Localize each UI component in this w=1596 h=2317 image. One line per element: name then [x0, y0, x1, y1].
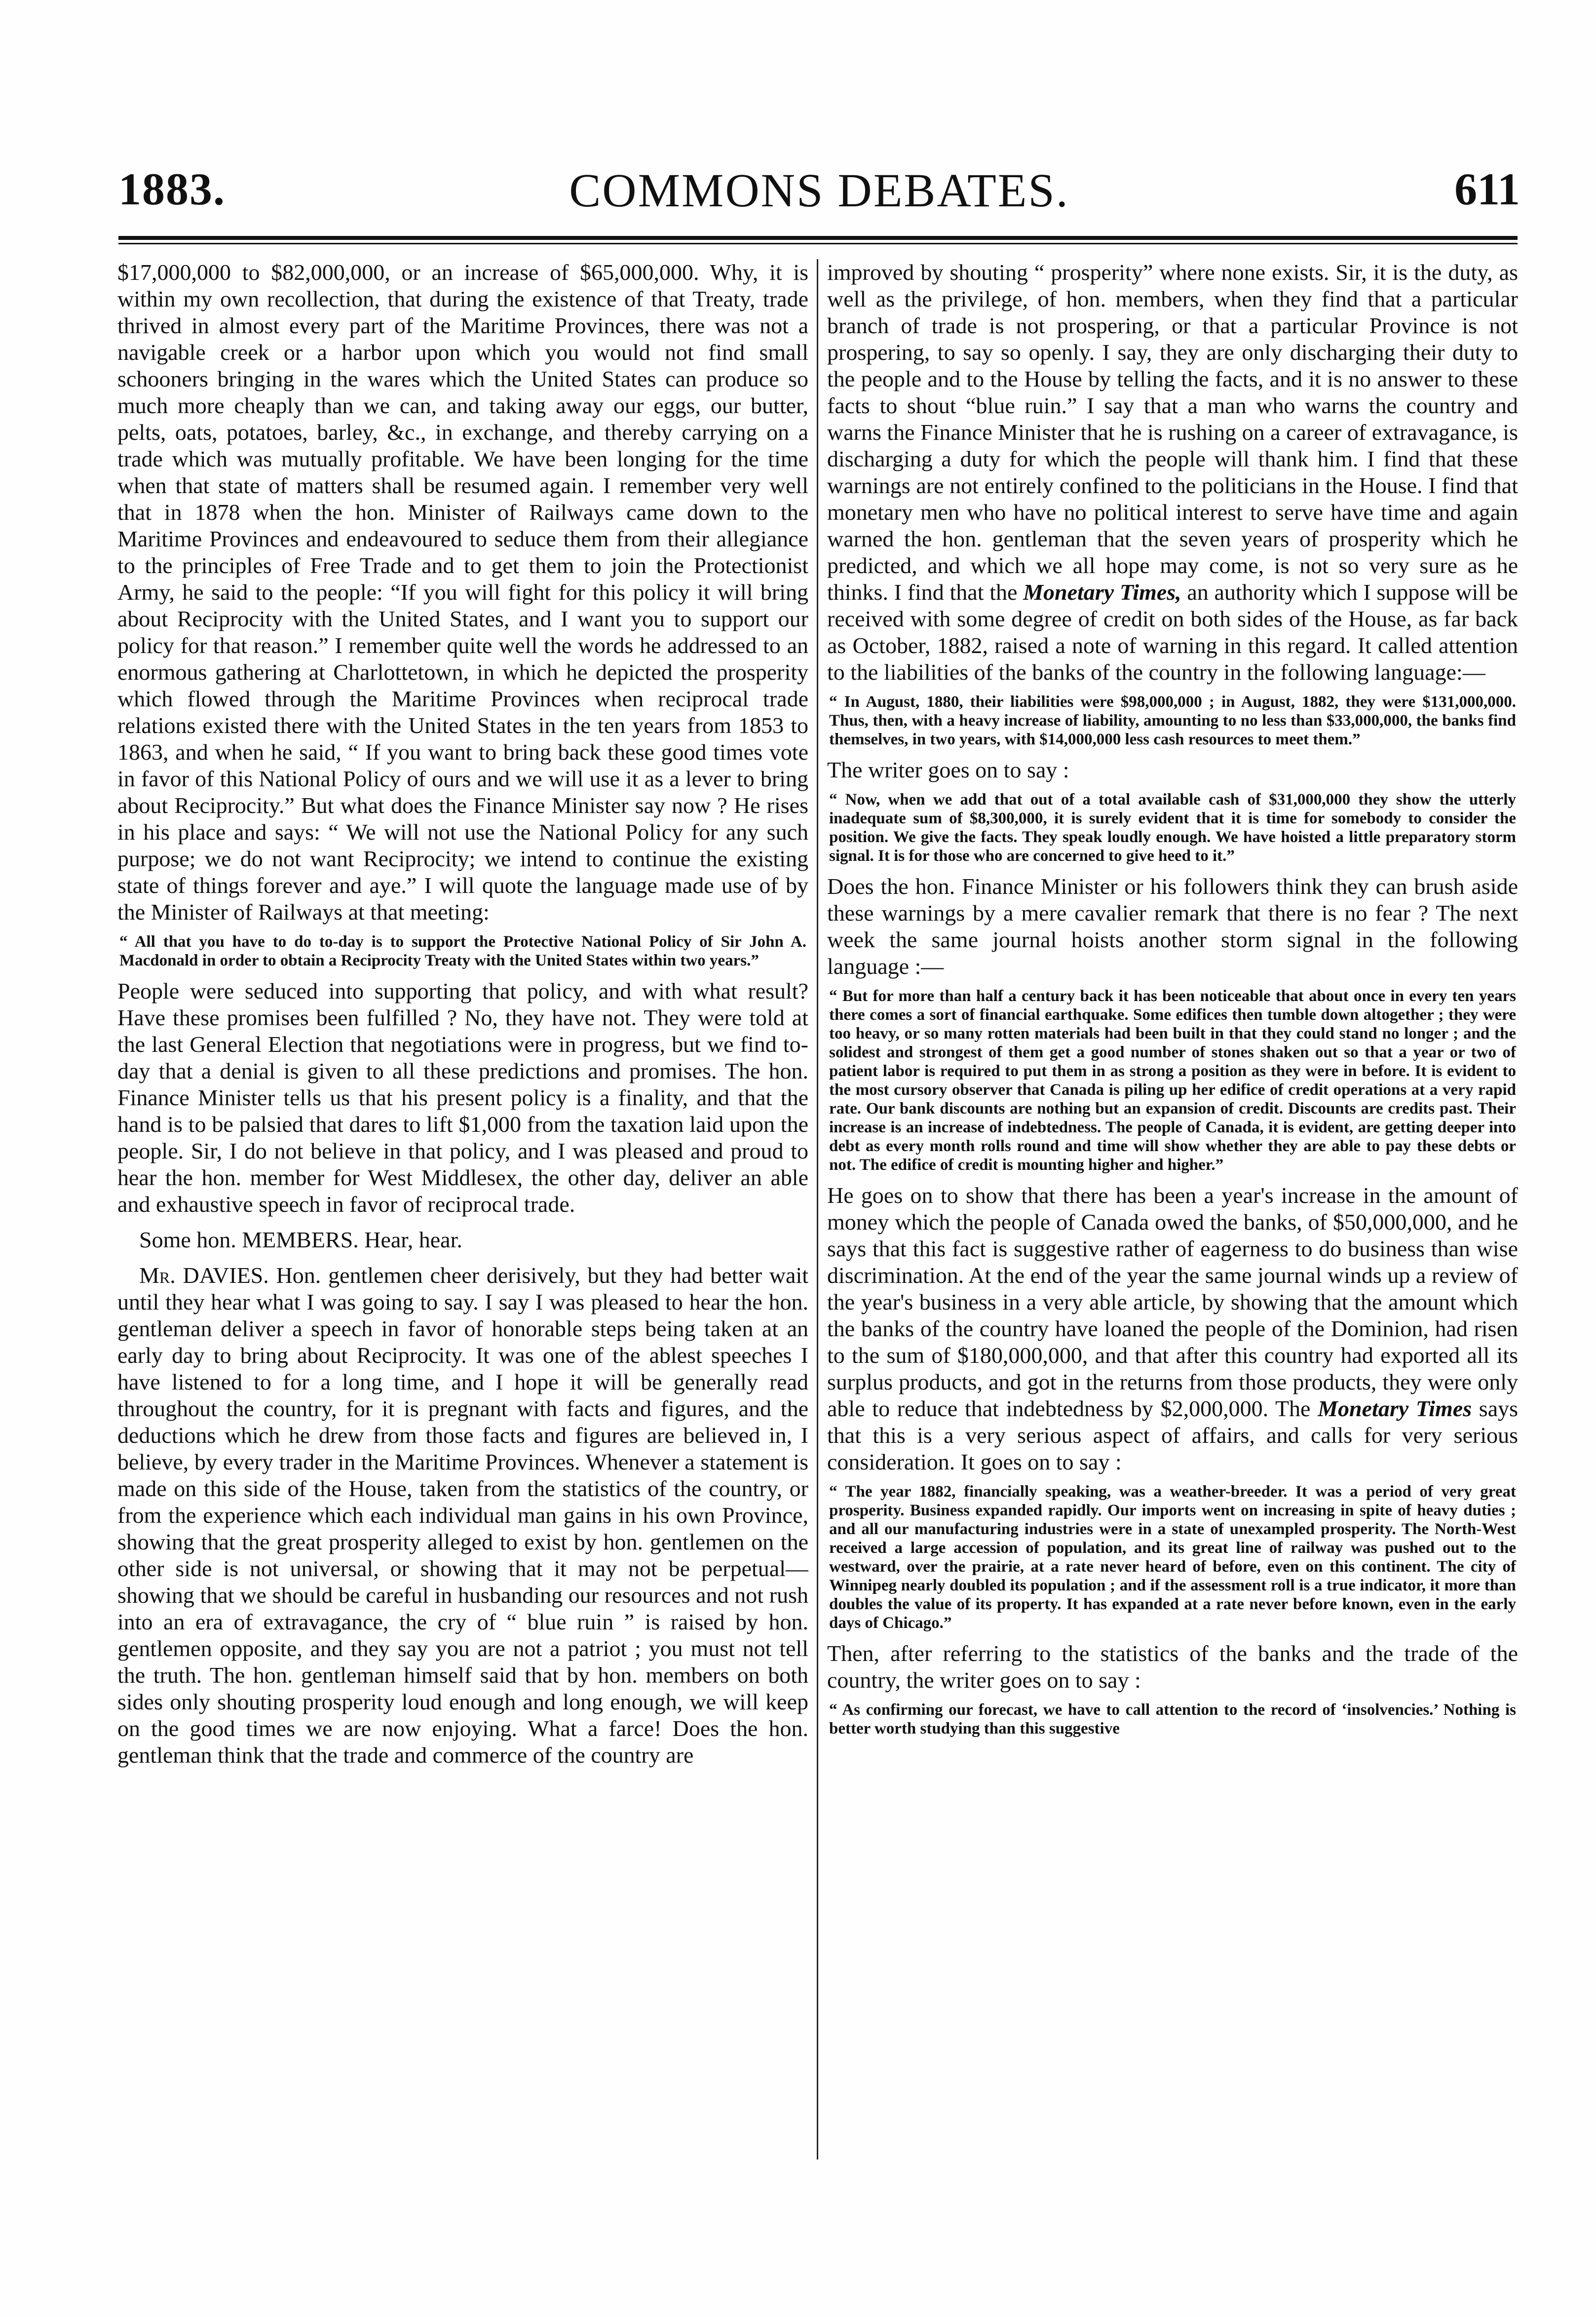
speaker-name: Mr. DAVIES.	[139, 1263, 269, 1288]
right-quote-1: “ In August, 1880, their liabilities were $98,000,000 ; in August, 1882, they were $131,000,000. Thus, then, with a heavy increase of liability, amounting to no less than $33,000,000, the banks find themselves, in two years, with $14,000,000 less cash resources to meet them.”	[829, 693, 1516, 748]
right-p4-end: says that this is a very serious aspect of affairs, and calls for very serious consideration. It goes on to say :	[827, 1396, 1518, 1474]
right-quote-2: “ Now, when we add that out of a total available cash of $31,000,000 they show the utterly inadequate sum of $8,300,000, it is surely evident that it is time for somebody to consider the position. We give the facts. They speak loudly enough. We have hoisted a little preparatory storm signal. It is for those who are concerned to give heed to it.”	[829, 791, 1516, 865]
left-paragraph-2: People were seduced into supporting that policy, and with what result? Have these promises been fulfilled ? No, they have not. They were told at the last General Election that negotiations were in progress, but we find to-day that a denial is given to all these predictions and promises. The hon. Finance Minister tells us that his present policy is a finality, and that the hand is to be palsied that dares to lift $1,000 from the taxation laid upon the people. Sir, I do not believe in that policy, and I was pleased and proud to hear the hon. member for West Middlesex, the other day, deliver an able and exhaustive speech in favor of reciprocal trade.	[117, 978, 808, 1217]
right-quote-3: “ But for more than half a century back it has been noticeable that about once in every ten years there comes a sort of financial earthquake. Some edifices then tumble down altogether ; they were too heavy, or so many rotten materials had been built in that they could stand no longer ; and the solidest and strongest of them get a good number of stones shaken out so that a year or two of patient labor is required to put them in as strong a position as they were in before. It is evident to the most cursory observer that Canada is piling up her edifice of credit operations at a very rapid rate. Our bank discounts are nothing but an expansion of credit. Discounts are credits past. Their increase is an increase of indebtedness. The people of Canada, it is evident, are getting deeper into debt as every month rolls round and time will show whether they are able to pay these debts or not. The edifice of credit is mounting higher and higher.”	[829, 987, 1516, 1174]
right-paragraph-3: Does the hon. Finance Minister or his followers think they can brush aside these warnings by a mere cavalier remark that there is no fear ? The next week the same journal hoists another storm signal in the following language :—	[827, 874, 1518, 979]
left-column	[117, 259, 808, 2258]
right-paragraph-5: Then, after referring to the statistics of the banks and the trade of the country, the writer goes on to say :	[827, 1641, 1518, 1693]
right-p4-text: He goes on to show that there has been a year's increase in the amount of money which the people of Canada owed the banks, of $50,000,000, and he says that this fact is suggestive rather of eagerness to do business than wise discrimination. At the end of the year the same journal winds up a review of the year's business in a very able article, by showing that the amount which the banks of the country have loaned the people of the Dominion, had risen to the sum of $180,000,000, and that after this country had exported all its surplus products, and got in the returns from those products, they were only able to reduce that indebtedness by $2,000,000. The	[827, 1183, 1518, 1421]
speech-text: Hon. gentlemen cheer derisively, but they had better wait until they hear what I was going to say. I say I was pleased to hear the hon. gentleman deliver a speech in favor of honorable steps being taken at an early day to bring about Reciprocity. It was one of the ablest speeches I have listened to for a long time, and I hope it will be generally read throughout the country, for it is pregnant with facts and figures, and the deductions which he drew from those facts and figures are believed in, I believe, by every trader in the Maritime Provinces. Whenever a statement is made on this side of the House, taken from the statistics of the country, or from the experience which each individual man gains in his own Province, showing that the great prosperity alleged to exist by hon. gentlemen on the other side is not universal, or showing that it may not be perpetual—showing that we should be careful in husbanding our resources and not rush into an era of extravagance, the cry of “ blue ruin ” is raised by hon. gentlemen opposite, and they say you are not a patriot ; you must not tell the truth. The hon. gentleman himself said that by hon. members on both sides only shouting prosperity loud enough and long enough, we will keep on the good times we are now enjoying. What a farce! Does the hon. gentleman think that the trade and commerce of the country are	[117, 1263, 808, 1768]
interjection: Some hon. MEMBERS. Hear, hear.	[139, 1227, 462, 1252]
header-year: 1883.	[118, 164, 226, 214]
publication-title: Monetary Times	[1318, 1396, 1472, 1421]
left-paragraph-3	[117, 1262, 808, 1769]
right-quote-4: “ The year 1882, financially speaking, was a weather-breeder. It was a period of very great prosperity. Business expanded rapidly. Our imports went on increasing in spite of heavy duties ; and all our manufacturing industries were in a state of unexampled prosperity. The North-West received a large accession of population, and its great line of railway was pushed out to the westward, over the prairie, at a rate never heard of before, even on this continent. The city of Winnipeg nearly doubled its population ; and if the assessment roll is a true indicator, it more than doubles the value of its property. It has expanded at a rate never before known, even in the early days of Chicago.”	[829, 1483, 1516, 1632]
right-quote-5: “ As confirming our forecast, we have to call attention to the record of ‘insolvencies.’ Nothing is better worth studying than this suggestive	[829, 1701, 1516, 1738]
right-paragraph-4	[827, 1182, 1518, 1475]
right-paragraph-1	[827, 259, 1518, 686]
header-rule-thick	[118, 236, 1518, 240]
header-page-number: 611	[1454, 164, 1520, 214]
right-column	[827, 259, 1518, 2258]
right-p1-end: an authority which I suppose will be received with some degree of credit on both sides of the House, as far back as October, 1882, raised a note of warning in this regard. It called attention to the liabilities of the banks of the country in the following language:—	[827, 579, 1518, 685]
right-p1-text: improved by shouting “ prosperity” where none exists. Sir, it is the duty, as well as the privilege, of hon. members, when they find that a particular branch of trade is not prospering, or that a particular Province is not prospering, to say so openly. I say, they are only discharging their duty to the people and to the House by telling the facts, and it is no answer to these facts to shout “blue ruin.” I say that a man who warns the country and warns the Finance Minister that he is rushing on a career of extravagance, is discharging a duty for which the people will thank him. I find that these warnings are not entirely confined to the politicians in the House. I find that monetary men who have no political interest to serve have time and again warned the hon. gentleman that the seven years of prosperity which he predicted, and which we all hope may come, is not so very sure as he thinks. I find that the	[827, 260, 1518, 605]
left-paragraph-1: $17,000,000 to $82,000,000, or an increase of $65,000,000. Why, it is within my own recollection, that during the existence of that Treaty, trade thrived in almost every part of the Maritime Provinces, there was not a navigable creek or a harbor upon which you would not find small schooners bringing in the wares which the United States can produce so much more cheaply than we can, and taking away our eggs, our butter, pelts, oats, potatoes, barley, &c., in exchange, and thereby carrying on a trade which was mutually profitable. We have been longing for the time when that state of matters shall be resumed again. I remember very well that in 1878 when the hon. Minister of Railways came down to the Maritime Provinces and endeavoured to seduce them from their allegiance to the principles of Free Trade and to get them to join the Protectionist Army, he said to the people: “If you will fight for this policy it will bring about Reciprocity with the United States, and I want you to support our policy for that reason.” I remember quite well the words he addressed to an enormous gathering at Charlottetown, in which he depicted the prosperity which flowed through the Maritime Provinces when reciprocal trade relations existed there with the United States in the ten years from 1853 to 1863, and when he said, “ If you want to bring back these good times vote in favor of this National Policy of ours and we will use it as a lever to bring about Reciprocity.” But what does the Finance Minister say now ? He rises in his place and says: “ We will not use the National Policy for any such purpose; we do not want Reciprocity; we intend to continue the existing state of things forever and aye.” I will quote the language made use of by the Minister of Railways at that meeting:	[117, 260, 808, 925]
header-rule-thin	[118, 243, 1518, 244]
right-paragraph-2: The writer goes on to say :	[827, 757, 1069, 782]
left-quote-1: “ All that you have to do to-day is to support the Protective National Policy of Sir John A. Macdonald in order to obtain a Reciprocity Treaty with the United States within two years.”	[119, 933, 806, 969]
page-header	[118, 163, 1520, 232]
column-divider	[817, 259, 818, 2160]
publication-title: Monetary Times,	[1023, 579, 1181, 605]
header-title: COMMONS DEBATES.	[569, 164, 1069, 217]
